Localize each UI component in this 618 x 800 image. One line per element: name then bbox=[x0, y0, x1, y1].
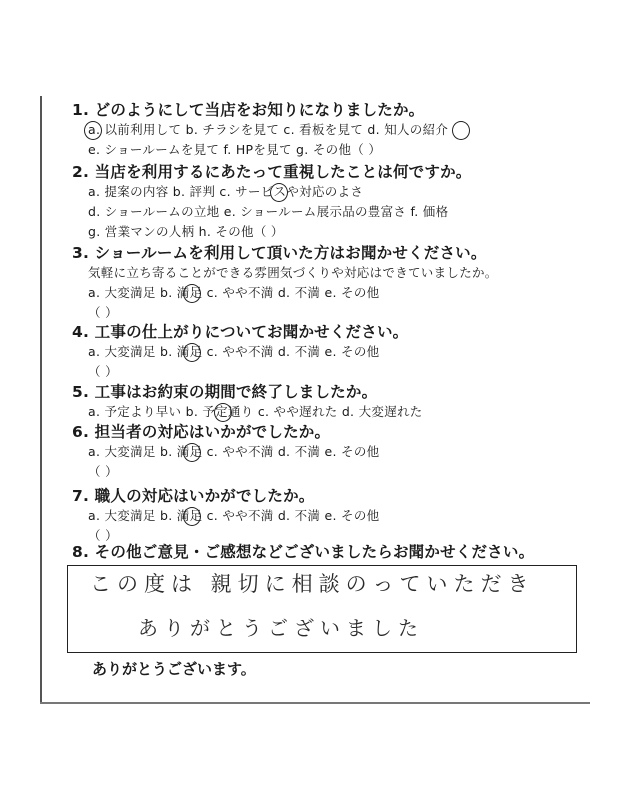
selection-circle-q1-a bbox=[84, 121, 102, 140]
sheet-left-edge bbox=[40, 96, 42, 704]
question-2-title: 2. 当店を利用するにあたって重視したことは何ですか。 bbox=[72, 163, 472, 181]
selection-circle-q3-b bbox=[183, 284, 201, 303]
question-3-title: 3. ショールームを利用して頂いた方はお聞かせください。 bbox=[72, 244, 487, 262]
question-3-subtext: 気軽に立ち寄ることができる雰囲気づくりや対応はできていましたか。 bbox=[88, 265, 498, 280]
thank-you-text: ありがとうございます。 bbox=[92, 660, 256, 678]
question-1-options-row1: a. 以前利用して b. チラシを見て c. 看板を見て d. 知人の紹介 bbox=[88, 122, 449, 137]
selection-circle-q5-b bbox=[214, 403, 232, 422]
question-7-title: 7. 職人の対応はいかがでしたか。 bbox=[72, 487, 315, 505]
selection-circle-q6-b bbox=[183, 443, 201, 462]
question-2-options-row3: g. 営業マンの人柄 h. その他（ ） bbox=[88, 224, 284, 239]
selection-circle-q7-b bbox=[183, 507, 201, 526]
question-5-title: 5. 工事はお約束の期間で終了しましたか。 bbox=[72, 383, 378, 401]
selection-circle-q1-d bbox=[452, 121, 470, 140]
question-1-title: 1. どのようにして当店をお知りになりましたか。 bbox=[72, 101, 425, 119]
question-3-other-blank: （ ） bbox=[88, 305, 118, 320]
selection-circle-q4-b bbox=[183, 343, 201, 362]
question-4-options: a. 大変満足 b. 満足 c. やや不満 d. 不満 e. その他 bbox=[88, 344, 380, 359]
handwritten-comment-line2: ありがとうございました bbox=[138, 616, 424, 640]
question-3-options: a. 大変満足 b. 満足 c. やや不満 d. 不満 e. その他 bbox=[88, 285, 380, 300]
question-4-other-blank: （ ） bbox=[88, 364, 118, 379]
question-1-options-row2: e. ショールームを見て f. HPを見て g. その他（ ） bbox=[88, 142, 382, 157]
question-7-options: a. 大変満足 b. 満足 c. やや不満 d. 不満 e. その他 bbox=[88, 508, 380, 523]
sheet-bottom-edge bbox=[40, 702, 590, 704]
question-7-other-blank: （ ） bbox=[88, 528, 118, 543]
question-6-options: a. 大変満足 b. 満足 c. やや不満 d. 不満 e. その他 bbox=[88, 444, 380, 459]
question-6-other-blank: （ ） bbox=[88, 464, 118, 479]
selection-circle-q2-c bbox=[270, 183, 288, 202]
handwritten-comment-line1: この度は 親切に相談のっていただき bbox=[90, 572, 535, 596]
question-5-options: a. 予定より早い b. 予定通り c. やや遅れた d. 大変遅れた bbox=[88, 404, 423, 419]
question-8-title: 8. その他ご意見・ご感想などございましたらお聞かせください。 bbox=[72, 543, 535, 561]
question-2-options-row1: a. 提案の内容 b. 評判 c. サービスや対応のよさ bbox=[88, 184, 364, 199]
question-2-options-row2: d. ショールームの立地 e. ショールーム展示品の豊富さ f. 価格 bbox=[88, 204, 449, 219]
question-4-title: 4. 工事の仕上がりについてお聞かせください。 bbox=[72, 323, 409, 341]
question-6-title: 6. 担当者の対応はいかがでしたか。 bbox=[72, 423, 331, 441]
